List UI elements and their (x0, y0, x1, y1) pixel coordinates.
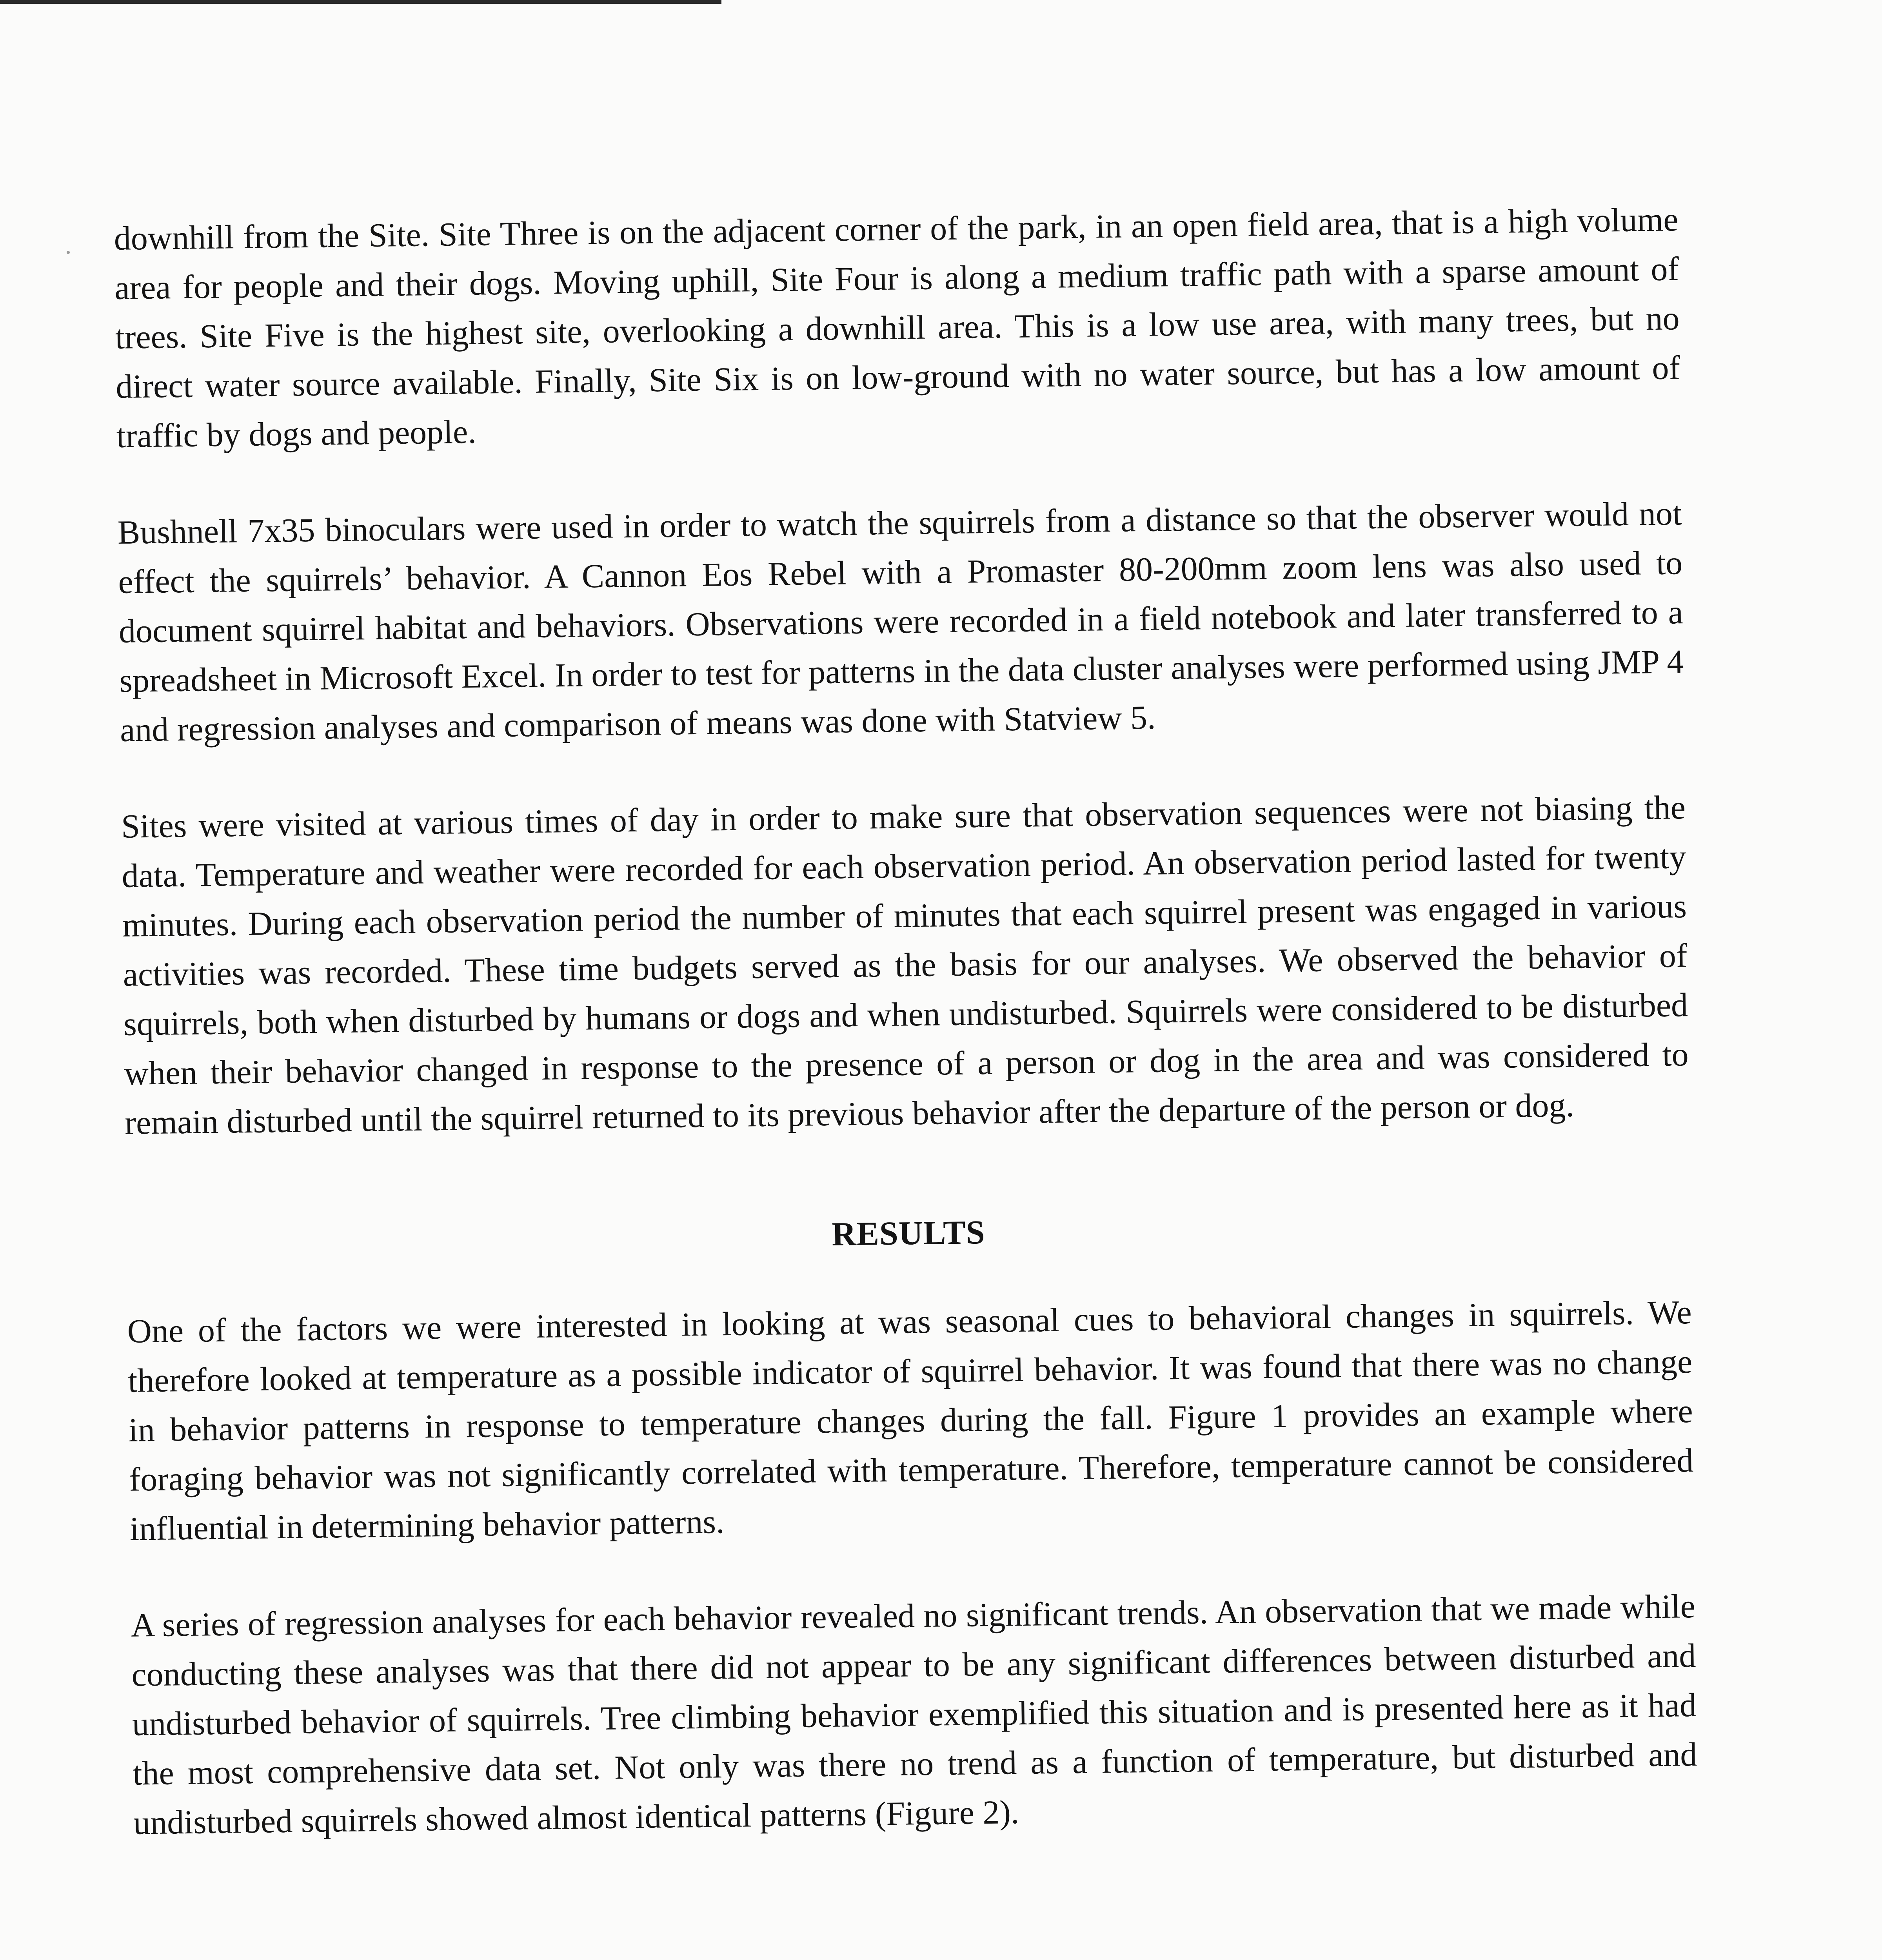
results-heading: RESULTS (831, 1213, 986, 1253)
paragraph-temperature-results: One of the factors we were interested in looking at was seasonal cues to behavioral changes in squirrels. We therefore looked at temperature as a possible indicator of squirrel behavior. It was found that there was no change in behavior patterns in response to temperature changes during the fall. Figure 1 provides an example where foraging behavior was not significantly correlated with temperature. Therefore, temperature cannot be considered influential in determining behavior patterns. (127, 1293, 1694, 1548)
scan-speck (67, 251, 70, 254)
body-text (114, 194, 1699, 1894)
paragraph-regression-results: A series of regression analyses for each behavior revealed no significant trends. An observation that we made while conducting these analyses was that there did not appear to be any significant differences between disturbed and undisturbed behavior of squirrels. Tree climbing behavior exemplified this situation and is presented here as it had the most comprehensive data set. Not only was there no trend as a function of temperature, but disturbed and undisturbed squirrels showed almost identical patterns (Figure 2). (131, 1587, 1697, 1842)
scan-edge-line (0, 0, 721, 4)
paragraph-equipment: Bushnell 7x35 binoculars were used in order to watch the squirrels from a distance so that the observer would not effect the squirrels’ behavior. A Cannon Eos Rebel with a Promaster 80-200mm zoom lens was also used to document squirrel habitat and behaviors. Observations were recorded in a field notebook and later transferred to a spreadsheet in Microsoft Excel. In order to test for patterns in the data cluster analyses were performed using JMP 4 and regression analyses and comparison of means was done with Statview 5. (117, 494, 1684, 749)
paragraph-observation-method: Sites were visited at various times of day in order to make sure that observation sequences were not biasing the data. Temperature and weather were recorded for each observation period. An observation period lasted for twenty minutes. During each observation period the number of minutes that each squirrel present was engaged in various activities was recorded. These time budgets served as the basis for our analyses. We observed the behavior of squirrels, both when disturbed by humans or dogs and when undisturbed. Squirrels were considered to be disturbed when their behavior changed in response to the presence of a person or dog in the area and was considered to remain disturbed until the squirrel returned to its previous behavior after the departure of the person or dog. (121, 788, 1689, 1142)
paragraph-site-descriptions: downhill from the Site. Site Three is on the adjacent corner of the park, in an open field area, that is a high volume area for people and their dogs. Moving uphill, Site Four is along a medium traffic path with a sparse amount of trees. Site Five is the highest site, overlooking a downhill area. This is a low use area, with many trees, but no direct water source available. Finally, Site Six is on low-ground with no water source, but has a low amount of traffic by dogs and people. (114, 200, 1680, 455)
